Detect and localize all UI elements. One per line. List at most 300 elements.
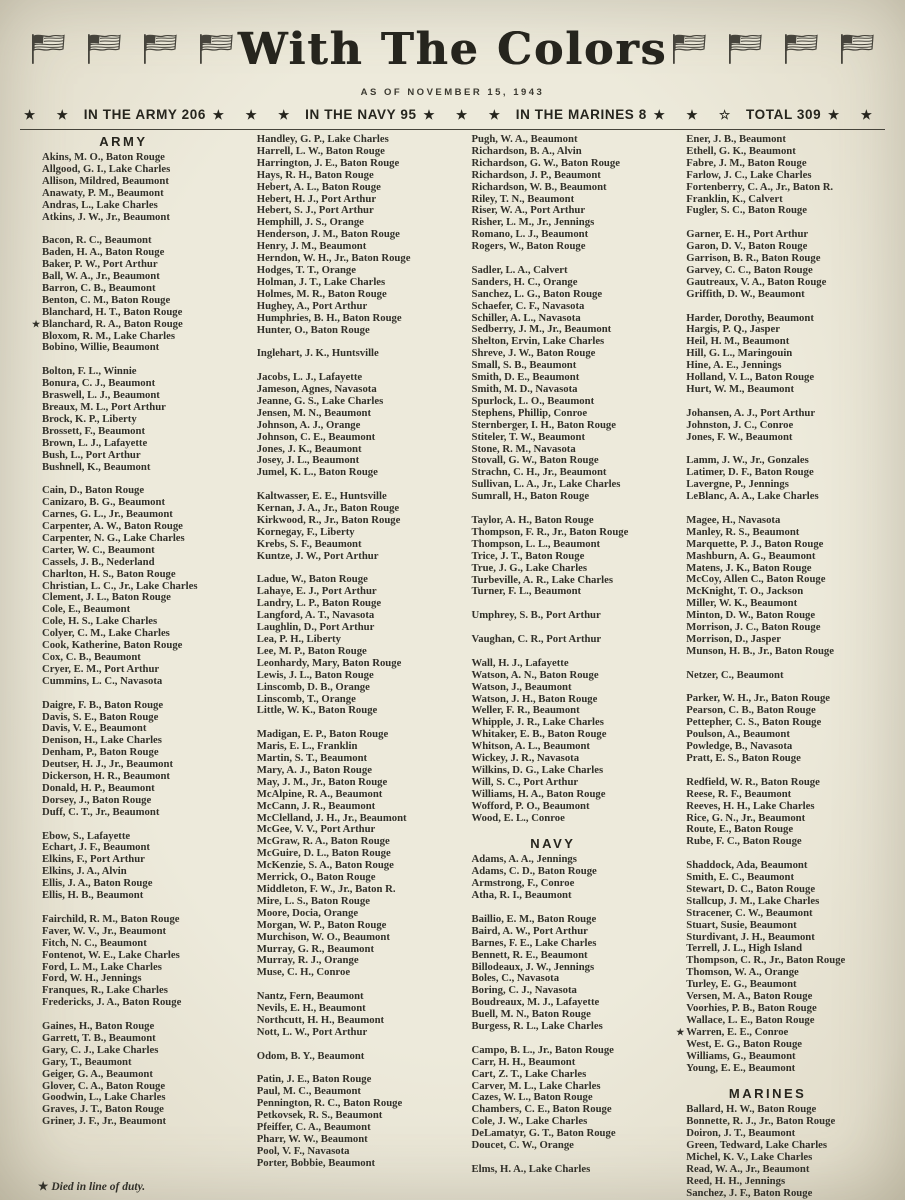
roster-entry: Franques, R., Lake Charles xyxy=(42,984,168,997)
roster-entry: Fugler, S. C., Baton Rouge xyxy=(686,204,807,217)
roster-entry: Terrell, J. L., High Island xyxy=(686,942,803,955)
roster-entry: Doucet, C. W., Orange xyxy=(471,1139,574,1152)
roster-entry: Benton, C. M., Baton Rouge xyxy=(42,293,171,306)
group-gap xyxy=(42,688,229,700)
roster-entry: McCann, J. R., Beaumont xyxy=(256,799,376,812)
roster-entry: Barnes, F. E., Lake Charles xyxy=(471,936,597,949)
roster-entry: Henderson, J. M., Baton Rouge xyxy=(256,228,400,241)
roster-entry: Cryer, E. M., Port Arthur xyxy=(42,662,160,675)
roster-entry: Brown, L. J., Lafayette xyxy=(42,436,148,449)
roster-entry: Smith, D. E., Beaumont xyxy=(471,371,580,384)
stat-label: TOTAL 309 xyxy=(746,107,822,122)
roster-entry: Langford, A. T., Navasota xyxy=(256,609,375,622)
roster-entry: LeBlanc, A. A., Lake Charles xyxy=(686,490,819,503)
group-gap xyxy=(686,396,873,408)
roster-entry: Johansen, A. J., Port Arthur xyxy=(686,406,816,419)
roster-entry: Gary, C. J., Lake Charles xyxy=(42,1043,159,1056)
roster-entry: Manley, R. S., Beaumont xyxy=(686,525,800,538)
flag-icon xyxy=(671,32,707,66)
roster-entry: Baillio, E. M., Baton Rouge xyxy=(471,912,597,925)
header-rule xyxy=(20,129,885,130)
roster-entry: Richardson, W. B., Beaumont xyxy=(471,180,607,193)
roster-entry: Jones, J. K., Beaumont xyxy=(256,442,362,455)
roster-entry: Whipple, J. R., Lake Charles xyxy=(471,716,604,729)
roster-entry: Morrison, D., Jasper xyxy=(686,632,781,645)
roster-entry: Boring, C. J., Navasota xyxy=(471,984,577,997)
roster-entry: Johnston, J. C., Conroe xyxy=(686,418,794,431)
roster-entry: Bonura, C. J., Beaumont xyxy=(42,377,156,390)
roster-entry: Maris, E. L., Franklin xyxy=(256,740,358,753)
roster-entry: Rogers, W., Baton Rouge xyxy=(471,240,586,253)
roster-entry: Buell, M. N., Baton Rouge xyxy=(471,1008,591,1021)
roster-entry: Will, S. C., Port Arthur xyxy=(471,775,579,788)
roster-entry: Lahaye, E. J., Port Arthur xyxy=(256,585,377,598)
date-line: AS OF NOVEMBER 15, 1943 xyxy=(360,87,545,98)
roster-entry: Reed, H. H., Jennings xyxy=(686,1174,786,1187)
roster-entry: Stallcup, J. M., Lake Charles xyxy=(686,894,820,907)
roster-entry: Shreve, J. W., Baton Rouge xyxy=(471,347,596,360)
roster-entry-starred: ★ Warren, E. E., Conroe xyxy=(676,1025,789,1038)
roster-entry: Gaines, H., Baton Rouge xyxy=(42,1020,155,1033)
roster-entry: Akins, M. O., Baton Rouge xyxy=(42,151,165,163)
roster-entry: Williams, G., Beaumont xyxy=(686,1049,796,1062)
roster-entry: Cole, E., Beaumont xyxy=(42,603,131,616)
roster-entry: Breaux, M. L., Port Arthur xyxy=(42,401,166,413)
roster-entry: Glover, C. A., Baton Rouge xyxy=(42,1079,166,1092)
roster-entry: Carver, M. L., Lake Charles xyxy=(471,1079,601,1092)
roster-entry: Farlow, J. C., Lake Charles xyxy=(686,168,812,181)
group-gap xyxy=(472,824,659,836)
roster-entry: Lea, P. H., Liberty xyxy=(256,633,341,645)
roster-entry: Jensen, M. N., Beaumont xyxy=(256,406,372,419)
roster-entry: Hughey, A., Port Arthur xyxy=(256,299,368,312)
roster-entry: Cole, H. S., Lake Charles xyxy=(42,615,158,628)
roster-entry: Martin, S. T., Beaumont xyxy=(256,752,368,765)
roster-entry: Patin, J. E., Baton Rouge xyxy=(256,1073,372,1086)
roster-entry: Elkins, F., Port Arthur xyxy=(42,853,145,866)
group-gap xyxy=(472,646,659,658)
roster-entry: McKenzie, S. A., Baton Rouge xyxy=(256,859,394,872)
roster-entry: Lee, M. P., Baton Rouge xyxy=(256,644,367,657)
roster-entry: Latimer, D. F., Baton Rouge xyxy=(686,466,814,479)
roster-entry: Stovall, G. W., Baton Rouge xyxy=(471,454,599,467)
roster-entry: Wallace, L. E., Baton Rouge xyxy=(686,1013,815,1026)
roster-entry: Pearson, C. B., Baton Rouge xyxy=(686,704,816,717)
roster-entry: Whitaker, E. B., Baton Rouge xyxy=(471,728,607,741)
roster-entry: Sumrall, H., Baton Rouge xyxy=(471,490,590,503)
roster-entry: Cook, Katherine, Baton Rouge xyxy=(42,639,183,652)
roster-entry: Trice, J. T., Baton Rouge xyxy=(471,549,585,562)
roster-entry: Barron, C. B., Beaumont xyxy=(42,281,156,294)
roster-entry: Little, W. K., Baton Rouge xyxy=(256,704,378,717)
roster-entry: Pratt, E. S., Baton Rouge xyxy=(686,752,801,765)
roster-entry: Morrison, J. C., Baton Rouge xyxy=(686,621,821,634)
group-gap xyxy=(686,301,873,313)
roster-entry: Romano, L. J., Beaumont xyxy=(471,228,589,241)
roster-entry: Clement, J. L., Baton Rouge xyxy=(42,591,171,604)
roster-entry: Fabre, J. M., Baton Rouge xyxy=(686,156,807,169)
roster-entry: Small, S. B., Beaumont xyxy=(471,359,577,372)
roster-entry: Denison, H., Lake Charles xyxy=(42,734,162,747)
roster-entry: Charlton, H. S., Baton Rouge xyxy=(42,567,176,580)
roster-entry: Moore, Docia, Orange xyxy=(256,906,359,919)
roster-entry: Colyer, C. M., Lake Charles xyxy=(42,627,170,640)
roster-entry: Fontenot, W. E., Lake Charles xyxy=(42,948,180,961)
roster-entry: Goodwin, L., Lake Charles xyxy=(42,1091,166,1104)
roster-entry: Pugh, W. A., Beaumont xyxy=(471,133,578,145)
flags-right xyxy=(671,32,875,66)
star-icons: ★ ★ ★ xyxy=(423,108,509,122)
roster-entry: McAlpine, R. A., Beaumont xyxy=(256,787,383,800)
roster-entry: Wilkins, D. G., Lake Charles xyxy=(471,763,604,776)
roster-entry: Poulson, A., Beaumont xyxy=(686,728,790,741)
roster-entry: Paul, M. C., Beaumont xyxy=(256,1085,361,1098)
roster-entry: Ladue, W., Baton Rouge xyxy=(256,573,368,586)
masthead xyxy=(18,20,887,78)
roster-entry: Kuntze, J. W., Port Arthur xyxy=(256,549,379,562)
roster-entry: Baird, A. W., Port Arthur xyxy=(471,924,588,937)
roster-entry: Ford, W. H., Jennings xyxy=(42,972,142,985)
roster-entry: Jeanne, G. S., Lake Charles xyxy=(256,394,384,407)
section-heading-army: ARMY xyxy=(99,134,148,149)
roster-entry: Garrison, B. R., Baton Rouge xyxy=(686,252,821,265)
group-gap xyxy=(257,1039,444,1051)
roster-entry: Nott, L. W., Port Arthur xyxy=(256,1025,368,1038)
roster-entry: Donald, H. P., Beaumont xyxy=(42,781,155,794)
roster-entry: Garon, D. V., Baton Rouge xyxy=(686,240,808,253)
roster-entry: Bloxom, R. M., Lake Charles xyxy=(42,329,175,342)
roster-entry: Watson, A. N., Baton Rouge xyxy=(471,668,599,681)
roster-entry: Garrett, T. B., Beaumont xyxy=(42,1031,156,1044)
roster-entry: Lamm, J. W., Jr., Gonzales xyxy=(686,454,809,467)
roster-entry: Baden, H. A., Baton Rouge xyxy=(42,246,165,259)
roster-entry: Murray, G. R., Beaumont xyxy=(256,942,375,955)
roster-entry: Weller, F. R., Beaumont xyxy=(471,704,580,717)
roster-entry: Taylor, A. H., Baton Rouge xyxy=(471,513,594,526)
roster-entry: Kornegay, F., Liberty xyxy=(256,525,355,538)
roster-entry: Jumel, K. L., Baton Rouge xyxy=(256,466,378,479)
roster-entry: Holman, J. T., Lake Charles xyxy=(256,275,386,288)
roster-entry: Wood, E. L., Conroe xyxy=(471,811,565,824)
roster-entry: Allison, Mildred, Beaumont xyxy=(42,174,169,187)
roster-entry: Holland, V. L., Baton Rouge xyxy=(686,371,815,384)
roster-entry: Wofford, P. O., Beaumont xyxy=(471,799,590,812)
roster-entry: Read, W. A., Jr., Beaumont xyxy=(686,1162,810,1175)
roster-entry: Echart, J. F., Beaumont xyxy=(42,841,150,854)
star-icons: ★ ★ ★ xyxy=(212,108,299,122)
roster-entry: Landry, L. P., Baton Rouge xyxy=(256,597,382,610)
roster-entry: Marquette, P. J., Baton Rouge xyxy=(686,537,824,550)
roster-entry: Garvey, C. C., Baton Rouge xyxy=(686,263,813,276)
roster-entry: Miller, W. K., Beaumont xyxy=(686,597,798,610)
roster-entry: Geiger, G. A., Beaumont xyxy=(42,1067,153,1080)
roster-entry: Deutser, H. J., Jr., Beaumont xyxy=(42,758,174,771)
roster-entry: Richardson, B. A., Alvin xyxy=(471,144,582,157)
roster-entry: Voorhies, P. B., Baton Rouge xyxy=(686,1002,817,1015)
roster-entry: Hine, A. E., Jennings xyxy=(686,359,782,372)
roster-entry: Pharr, W. W., Beaumont xyxy=(256,1133,368,1145)
roster-entry: Gautreaux, V. A., Baton Rouge xyxy=(686,275,827,288)
roster-entry: Hebert, H. J., Port Arthur xyxy=(256,192,377,205)
roster-entry: Rice, G. N., Jr., Beaumont xyxy=(686,811,806,824)
roster-entry: Canizaro, B. G., Beaumont xyxy=(42,496,166,509)
roster-entry: McGraw, R. A., Baton Rouge xyxy=(256,835,390,848)
roster-entry: Murray, R. J., Orange xyxy=(256,954,359,967)
stats-line xyxy=(18,107,887,122)
roster-entry: Sanchez, J. F., Baton Rouge xyxy=(686,1186,813,1199)
group-gap xyxy=(686,1074,873,1086)
roster-entry: May, J. M., Jr., Baton Rouge xyxy=(256,775,388,788)
roster-entry: Cox, C. B., Beaumont xyxy=(42,651,141,664)
roster-entry: Green, Tedward, Lake Charles xyxy=(686,1139,828,1152)
roster-entry: Turley, E. G., Beaumont xyxy=(686,978,797,991)
stat-label: IN THE NAVY 95 xyxy=(305,107,417,122)
roster-entry: Spurlock, L. O., Beaumont xyxy=(471,394,595,407)
roster-entry: Sturdivant, J. H., Beaumont xyxy=(686,930,815,943)
roster-entry: Stracener, C. W., Beaumont xyxy=(686,906,813,919)
roster-entry: Atkins, J. W., Jr., Beaumont xyxy=(42,210,170,223)
roster-entry: Allgood, G. I., Lake Charles xyxy=(42,162,171,175)
roster-entry: Smith, E. C., Beaumont xyxy=(686,871,795,884)
roster-entry: Ellis, H. B., Beaumont xyxy=(42,889,144,902)
roster-entry: Fredericks, J. A., Baton Rouge xyxy=(42,996,182,1009)
died-in-duty-star-icon: ★ xyxy=(38,1181,49,1193)
roster-entry: Richardson, G. W., Baton Rouge xyxy=(471,156,620,169)
flag-icon xyxy=(198,32,234,66)
roster-entry: Adams, C. D., Baton Rouge xyxy=(471,865,597,878)
roster-entry: Watson, J., Beaumont xyxy=(471,680,572,693)
roster-entry: Ellis, J. A., Baton Rouge xyxy=(42,877,153,890)
roster-entry: Porter, Bobbie, Beaumont xyxy=(256,1156,376,1169)
roster-entry: Pennington, R. C., Baton Rouge xyxy=(256,1097,403,1110)
roster-entry: Sullivan, L. A., Jr., Lake Charles xyxy=(471,478,621,491)
roster-entry: Josey, J. L., Beaumont xyxy=(256,454,360,467)
roster-entry: Handley, G. P., Lake Charles xyxy=(256,133,389,145)
died-in-duty-star-icon: ★ xyxy=(32,318,41,329)
roster-entry: Bonnette, R. J., Jr., Baton Rouge xyxy=(686,1115,836,1128)
roster-column-3 xyxy=(462,134,659,1200)
roster-columns xyxy=(18,134,887,1200)
roster-entry: Thompson, C. R., Jr., Baton Rouge xyxy=(686,954,846,967)
roster-entry: Dickerson, H. R., Beaumont xyxy=(42,770,170,783)
page-title: With The Colors xyxy=(237,23,668,75)
roster-column-1 xyxy=(32,134,229,1200)
roster-entry: Ethell, G. K., Beaumont xyxy=(686,144,796,157)
roster-entry: Sanchez, L. G., Baton Rouge xyxy=(471,287,603,300)
roster-entry: Johnson, C. E., Beaumont xyxy=(256,430,376,443)
roster-entry: Ballard, H. W., Baton Rouge xyxy=(686,1103,817,1116)
roster-entry: Bushnell, K., Beaumont xyxy=(42,460,151,473)
roster-entry: Rube, F. C., Baton Rouge xyxy=(686,835,802,848)
roster-entry: Jones, F. W., Beaumont xyxy=(686,430,793,443)
roster-entry: Lewis, J. L., Baton Rouge xyxy=(256,668,374,681)
roster-entry: Heil, H. M., Beaumont xyxy=(686,335,790,348)
roster-entry: Fairchild, R. M., Baton Rouge xyxy=(42,912,180,925)
roster-entry: Hemphill, J. S., Orange xyxy=(256,216,364,229)
masthead-section xyxy=(18,20,887,130)
roster-entry: Sedberry, J. M., Jr., Beaumont xyxy=(471,323,612,336)
roster-entry: Ebow, S., Lafayette xyxy=(42,829,131,842)
roster-entry: Strachn, C. H., Jr., Beaumont xyxy=(471,466,607,479)
roster-entry: McGuire, D. L., Baton Rouge xyxy=(256,847,391,860)
star-icons: ★ ★ ☆ xyxy=(653,108,740,122)
roster-entry: Ford, L. M., Lake Charles xyxy=(42,960,162,973)
roster-entry: Davis, V. E., Beaumont xyxy=(42,722,147,735)
roster-entry: Wall, H. J., Lafayette xyxy=(471,656,569,669)
roster-entry: Lavergne, P., Jennings xyxy=(686,478,789,491)
roster-entry: Stuart, Susie, Beaumont xyxy=(686,918,797,931)
roster-entry: Elms, H. A., Lake Charles xyxy=(471,1162,591,1175)
stat-label: IN THE ARMY 206 xyxy=(83,107,206,122)
roster-entry: Carter, W. C., Beaumont xyxy=(42,543,155,556)
flag-icon xyxy=(142,32,178,66)
roster-entry: Northcutt, H. H., Beaumont xyxy=(256,1013,385,1026)
flag-icon xyxy=(30,32,66,66)
roster-entry: Gary, T., Beaumont xyxy=(42,1055,132,1068)
roster-entry: Braswell, L. J., Beaumont xyxy=(42,389,160,402)
roster-entry: Faver, W. V., Jr., Beaumont xyxy=(42,924,167,937)
roster-entry: Thompson, L. L., Beaumont xyxy=(471,537,601,550)
roster-entry: Middleton, F. W., Jr., Baton R. xyxy=(256,883,396,896)
roster-entry: Cazes, W. L., Baton Rouge xyxy=(471,1091,593,1104)
roster-entry: Carnes, G. L., Jr., Beaumont xyxy=(42,508,173,521)
roster-entry: Thompson, F. R., Jr., Baton Rouge xyxy=(471,525,629,538)
roster-entry: Hebert, A. L., Baton Rouge xyxy=(256,180,381,193)
roster-entry: Shelton, Ervin, Lake Charles xyxy=(471,335,605,348)
roster-entry: Mire, L. S., Baton Rouge xyxy=(256,894,370,907)
roster-entry: Kernan, J. A., Jr., Baton Rouge xyxy=(256,502,400,515)
stat-label: IN THE MARINES 8 xyxy=(515,107,647,122)
flag-icon xyxy=(86,32,122,66)
roster-entry: Boudreaux, M. J., Lafayette xyxy=(471,996,600,1009)
roster-entry: Brossett, F., Beaumont xyxy=(42,424,146,437)
roster-entry: Denham, P., Baton Rouge xyxy=(42,746,159,759)
roster-entry: Elkins, J. A., Alvin xyxy=(42,865,127,878)
roster-entry: Hays, R. H., Baton Rouge xyxy=(256,168,374,181)
roster-entry: McKnight, T. O., Jackson xyxy=(686,585,804,598)
roster-entry: DeLamatyr, G. T., Baton Rouge xyxy=(471,1127,616,1140)
roster-entry: Cole, J. W., Lake Charles xyxy=(471,1115,588,1128)
roster-entry: Herndon, W. H., Jr., Baton Rouge xyxy=(256,252,411,265)
roster-entry-starred: ★ Blanchard, R. A., Baton Rouge xyxy=(32,317,183,330)
roster-entry: Daigre, F. B., Baton Rouge xyxy=(42,698,164,711)
roster-entry: Griffith, D. W., Beaumont xyxy=(686,287,805,300)
roster-entry: Morgan, W. P., Baton Rouge xyxy=(256,918,387,931)
star-icons: ★ ★ xyxy=(828,108,881,122)
roster-entry: Campo, B. L., Jr., Baton Rouge xyxy=(471,1043,614,1056)
roster-entry: Turbeville, A. R., Lake Charles xyxy=(471,573,614,586)
roster-entry: Munson, H. B., Jr., Baton Rouge xyxy=(686,644,835,657)
roster-entry: Duff, C. T., Jr., Beaumont xyxy=(42,805,160,818)
roster-entry: Graves, J. T., Baton Rouge xyxy=(42,1103,164,1116)
roster-entry: Ball, W. A., Jr., Beaumont xyxy=(42,270,160,283)
roster-entry: Jameson, Agnes, Navasota xyxy=(256,383,377,395)
died-in-duty-star-icon: ★ xyxy=(676,1026,685,1037)
roster-entry: Brock, K. P., Liberty xyxy=(42,412,137,425)
roster-entry: Powledge, B., Navasota xyxy=(686,740,793,753)
roster-entry: Matens, J. K., Baton Rouge xyxy=(686,561,812,574)
roster-entry: Minton, D. W., Baton Rouge xyxy=(686,609,816,622)
roster-entry: Shaddock, Ada, Beaumont xyxy=(686,859,808,872)
roster-entry: Laughlin, D., Port Arthur xyxy=(256,621,375,634)
roster-entry: Fortenberry, C. A., Jr., Baton R. xyxy=(686,180,834,193)
roster-entry: Anawaty, P. M., Beaumont xyxy=(42,186,164,199)
roster-entry: Cummins, L. C., Navasota xyxy=(42,674,163,687)
roster-entry: Stewart, D. C., Baton Rouge xyxy=(686,882,816,895)
roster-entry: Sadler, L. A., Calvert xyxy=(471,263,568,276)
roster-entry: Mashburn, A. G., Beaumont xyxy=(686,549,816,562)
roster-entry: Hargis, P. Q., Jasper xyxy=(686,323,780,336)
roster-entry: Umphrey, S. B., Port Arthur xyxy=(471,609,601,622)
roster-entry: Merrick, O., Baton Rouge xyxy=(256,871,376,884)
roster-entry: Linscomb, T., Orange xyxy=(256,692,356,705)
roster-entry: Riser, W. A., Port Arthur xyxy=(471,204,586,217)
roster-entry: Parker, W. H., Jr., Baton Rouge xyxy=(686,692,831,705)
roster-entry: True, J. G., Lake Charles xyxy=(471,561,588,574)
roster-entry: Schiller, A. L., Navasota xyxy=(471,311,581,324)
roster-entry: Reeves, H. H., Lake Charles xyxy=(686,799,815,812)
roster-entry: Carpenter, N. G., Lake Charles xyxy=(42,531,185,544)
roster-entry: Harrington, J. E., Baton Rouge xyxy=(256,156,400,169)
roster-entry: Mary, A. J., Baton Rouge xyxy=(256,763,372,776)
roster-entry: Krebs, S. F., Beaumont xyxy=(256,537,362,550)
roster-entry: Redfield, W. R., Baton Rouge xyxy=(686,775,820,788)
roster-entry: Franklin, K., Calvert xyxy=(686,192,783,205)
footer-note-text: Died in line of duty. xyxy=(51,1181,146,1193)
roster-column-2 xyxy=(247,134,444,1200)
group-gap xyxy=(686,658,873,670)
roster-entry: Sanders, H. C., Orange xyxy=(471,275,578,288)
roster-entry: Humphries, B. H., Baton Rouge xyxy=(256,311,402,324)
roster-entry: Sternberger, I. H., Baton Rouge xyxy=(471,418,616,431)
roster-entry: Holmes, M. R., Baton Rouge xyxy=(256,287,387,300)
roster-entry: Versen, M. A., Baton Rouge xyxy=(686,990,813,1003)
roster-entry: Watson, J. H., Baton Rouge xyxy=(471,692,598,705)
roster-entry: Griner, J. F., Jr., Beaumont xyxy=(42,1115,167,1128)
roster-entry: Adams, A. A., Jennings xyxy=(471,853,577,866)
roster-entry: McCoy, Allen C., Baton Rouge xyxy=(686,573,826,586)
roster-entry: Reese, R. F., Beaumont xyxy=(686,787,792,800)
roster-entry: Carr, H. H., Beaumont xyxy=(471,1055,576,1068)
roster-entry: Billodeaux, J. W., Jennings xyxy=(471,960,595,973)
roster-entry: West, E. G., Baton Rouge xyxy=(686,1037,803,1050)
roster-entry: Nantz, Fern, Beaumont xyxy=(256,990,364,1003)
roster-entry: Stiteler, T. W., Beaumont xyxy=(471,430,586,443)
roster-entry: McClelland, J. H., Jr., Beaumont xyxy=(256,811,407,824)
roster-entry: Dorsey, J., Baton Rouge xyxy=(42,793,152,806)
roster-entry: Leonhardy, Mary, Baton Rouge xyxy=(256,656,402,669)
roster-entry: Johnson, A. J., Orange xyxy=(256,418,361,431)
roster-entry: Henry, J. M., Beaumont xyxy=(256,240,367,253)
roster-entry: Cart, Z. T., Lake Charles xyxy=(471,1067,587,1080)
roster-entry: Kaltwasser, E. E., Huntsville xyxy=(256,490,387,503)
roster-entry: Burgess, R. L., Lake Charles xyxy=(471,1020,603,1033)
roster-entry: Nevils, E. H., Beaumont xyxy=(256,1002,366,1015)
roster-entry: Petkovsek, R. S., Beaumont xyxy=(256,1109,383,1122)
roster-entry: Schaefer, C. F., Navasota xyxy=(471,299,585,312)
roster-entry: Stephens, Phillip, Conroe xyxy=(471,406,588,419)
roster-entry: Pool, V. F., Navasota xyxy=(256,1144,350,1157)
roster-entry: McGee, V. V., Port Arthur xyxy=(256,823,376,836)
roster-entry: Hurt, W. M., Beaumont xyxy=(686,383,795,395)
roster-entry: Risher, L. M., Jr., Jennings xyxy=(471,216,595,229)
roster-entry: Fitch, N. C., Beaumont xyxy=(42,936,147,949)
group-gap xyxy=(42,819,229,831)
roster-entry: Cassels, J. B., Nederland xyxy=(42,555,155,568)
roster-entry: Doiron, J. T., Beaumont xyxy=(686,1127,796,1140)
roster-entry: Magee, H., Navasota xyxy=(686,513,781,526)
flags-left xyxy=(30,32,234,66)
